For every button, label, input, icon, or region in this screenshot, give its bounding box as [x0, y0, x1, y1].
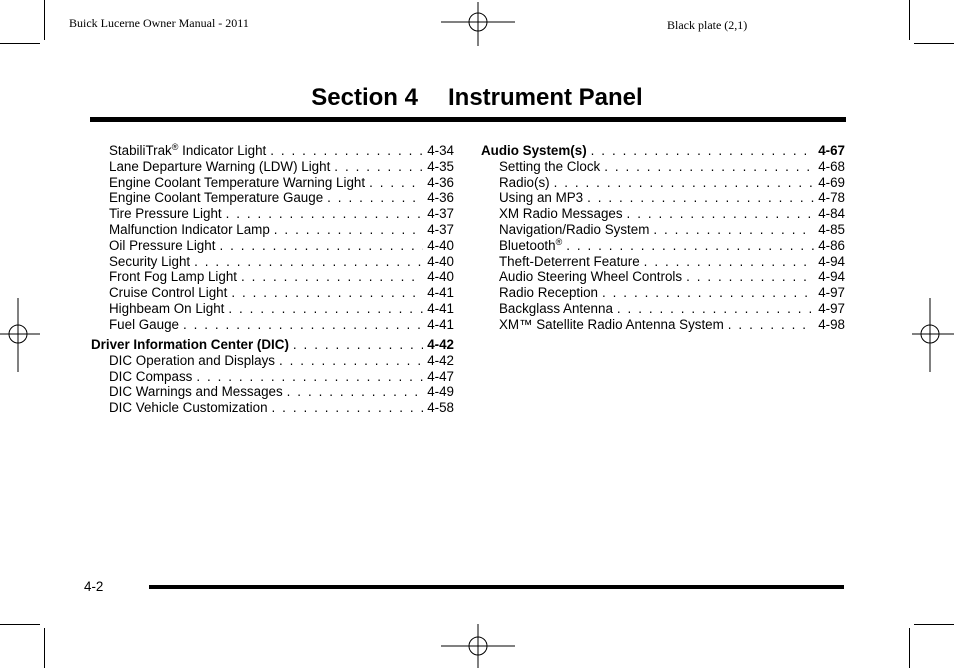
toc-right-column [481, 143, 845, 333]
toc-entry-label: Front Fog Lamp Light [109, 269, 238, 285]
toc-entry[interactable] [91, 206, 454, 222]
toc-entry-label: XM™ Satellite Radio Antenna System [499, 316, 724, 332]
toc-entry-page: 4-34 [427, 143, 454, 158]
toc-leader-dots [196, 369, 423, 385]
toc-leader-dots [653, 222, 814, 238]
toc-leader-dots [644, 254, 815, 270]
toc-entry-page: 4-40 [427, 269, 454, 285]
section-name: Instrument Panel [447, 84, 643, 111]
toc-entry-label: Audio System(s) [481, 143, 587, 158]
toc-entry-page: 4-86 [818, 237, 845, 253]
toc-entry[interactable] [481, 269, 845, 285]
toc-leader-dots [604, 159, 814, 175]
toc-entry-page: 4-94 [818, 269, 845, 285]
toc-entry-page: 4-84 [818, 206, 845, 222]
toc-entry-page: 4-78 [818, 190, 845, 206]
toc-entry-label: DIC Warnings and Messages [109, 384, 283, 400]
toc-entry-label: Security Light [109, 253, 191, 269]
toc-leader-dots [287, 384, 424, 400]
toc-entry-label: DIC Compass [109, 368, 193, 384]
registration-mark-icon [0, 298, 40, 372]
toc-entry[interactable] [91, 384, 454, 400]
toc-leader-dots [627, 206, 815, 222]
toc-leader-dots [279, 353, 423, 369]
toc-entry-page: 4-36 [427, 190, 454, 206]
toc-entry[interactable] [91, 317, 454, 333]
crop-mark [44, 0, 45, 40]
toc-leader-dots [270, 143, 423, 159]
toc-leader-dots [686, 269, 814, 285]
toc-leader-dots [327, 190, 423, 206]
toc-entry-label: XM Radio Messages [499, 206, 623, 222]
toc-leader-dots [591, 143, 815, 159]
toc-entry-label: Malfunction Indicator Lamp [109, 221, 270, 237]
toc-entry-page: 4-69 [818, 174, 845, 190]
toc-entry[interactable] [91, 238, 454, 254]
toc-entry-label: DIC Operation and Displays [109, 352, 275, 368]
toc-entry[interactable] [481, 285, 845, 301]
toc-entry-label: StabiliTrak® Indicator Light [109, 142, 267, 158]
toc-entry[interactable] [481, 238, 845, 254]
toc-leader-dots [226, 206, 424, 222]
registration-mark-icon [912, 298, 954, 372]
toc-entry[interactable] [481, 254, 845, 270]
registered-mark: ® [555, 236, 563, 247]
toc-entry-page: 4-37 [427, 221, 454, 237]
toc-leader-dots [272, 400, 424, 416]
toc-leader-dots [183, 317, 423, 333]
toc-leader-dots [228, 301, 423, 317]
toc-entry-label: Audio Steering Wheel Controls [499, 269, 683, 285]
toc-entry-label: Oil Pressure Light [109, 237, 216, 253]
toc-leader-dots [566, 238, 814, 254]
header-plate-label: Black plate (2,1) [667, 18, 748, 32]
toc-entry-page: 4-98 [818, 316, 845, 332]
toc-entry[interactable] [91, 254, 454, 270]
registered-mark: ® [171, 142, 179, 152]
crop-mark [909, 628, 910, 668]
toc-leader-dots [231, 285, 423, 301]
toc-entry[interactable] [91, 353, 454, 369]
toc-entry-page: 4-41 [427, 300, 454, 316]
registration-mark-icon [441, 624, 515, 668]
toc-entry-label: Fuel Gauge [109, 316, 179, 332]
toc-entry[interactable] [91, 369, 454, 385]
crop-mark [44, 628, 45, 668]
toc-leader-dots [554, 175, 815, 191]
toc-entry[interactable] [481, 175, 845, 191]
toc-entry-page: 4-85 [818, 221, 845, 237]
toc-entry-label: Engine Coolant Temperature Warning Light [109, 174, 366, 190]
toc-entry[interactable] [91, 285, 454, 301]
toc-entry-label: Theft-Deterrent Feature [499, 253, 640, 269]
title-rule [90, 117, 846, 122]
toc-entry-page: 4-58 [427, 400, 454, 416]
toc-leader-dots [241, 269, 423, 285]
toc-entry[interactable] [481, 301, 845, 317]
crop-mark [0, 624, 40, 625]
toc-entry[interactable] [91, 269, 454, 285]
section-title [0, 84, 954, 112]
footer-rule [149, 585, 844, 589]
registration-mark-icon [441, 2, 515, 46]
toc-leader-dots [334, 159, 423, 175]
toc-entry-label: Setting the Clock [499, 158, 601, 174]
toc-entry-page: 4-68 [818, 158, 845, 174]
toc-entry-label: Bluetooth® [499, 236, 563, 253]
toc-leader-dots [194, 254, 423, 270]
toc-entry[interactable] [91, 143, 454, 159]
toc-left-column [91, 143, 454, 416]
toc-entry-page: 4-97 [818, 300, 845, 316]
header-manual-title: Buick Lucerne Owner Manual - 2011 [69, 16, 249, 30]
toc-entry[interactable] [91, 400, 454, 416]
toc-entry-page: 4-37 [427, 206, 454, 222]
toc-entry[interactable] [481, 206, 845, 222]
toc-entry-page: 4-49 [427, 384, 454, 400]
toc-leader-dots [219, 238, 423, 254]
toc-entry[interactable] [481, 143, 845, 159]
toc-entry-page: 4-94 [818, 253, 845, 269]
toc-entry-label: Engine Coolant Temperature Gauge [109, 190, 324, 206]
toc-entry[interactable] [91, 159, 454, 175]
crop-mark [0, 43, 40, 44]
toc-entry-label: Driver Information Center (DIC) [91, 337, 289, 353]
toc-entry[interactable] [91, 301, 454, 317]
toc-entry-page: 4-67 [818, 143, 845, 158]
toc-leader-dots [617, 301, 814, 317]
toc-entry-page: 4-42 [427, 352, 454, 368]
toc-entry-page: 4-35 [427, 158, 454, 174]
toc-entry-label: DIC Vehicle Customization [109, 400, 268, 416]
toc-entry[interactable] [481, 190, 845, 206]
toc-entry-label: Backglass Antenna [499, 300, 613, 316]
toc-entry-label: Radio Reception [499, 285, 599, 301]
toc-entry-label: Navigation/Radio System [499, 221, 650, 237]
toc-entry[interactable] [91, 175, 454, 191]
toc-leader-dots [728, 317, 814, 333]
toc-entry-page: 4-47 [427, 368, 454, 384]
toc-entry-page: 4-36 [427, 174, 454, 190]
toc-entry-label: Tire Pressure Light [109, 206, 222, 222]
toc-entry-page: 4-40 [427, 253, 454, 269]
toc-entry-label: Lane Departure Warning (LDW) Light [109, 158, 331, 174]
crop-mark [909, 0, 910, 40]
toc-entry-label: Radio(s) [499, 174, 550, 190]
toc-entry[interactable] [91, 190, 454, 206]
crop-mark [914, 624, 954, 625]
toc-leader-dots [369, 175, 423, 191]
toc-entry[interactable] [481, 222, 845, 238]
toc-entry-label: Using an MP3 [499, 190, 584, 206]
toc-entry-page: 4-97 [818, 285, 845, 301]
toc-entry[interactable] [481, 159, 845, 175]
toc-leader-dots [293, 337, 423, 353]
toc-entry[interactable] [91, 337, 454, 353]
toc-leader-dots [274, 222, 423, 238]
toc-entry-label: Cruise Control Light [109, 285, 228, 301]
toc-entry-page: 4-41 [427, 285, 454, 301]
toc-entry[interactable] [91, 222, 454, 238]
toc-entry-page: 4-40 [427, 237, 454, 253]
crop-mark [914, 43, 954, 44]
toc-leader-dots [587, 190, 814, 206]
toc-leader-dots [602, 285, 814, 301]
toc-entry-page: 4-42 [427, 337, 454, 353]
toc-entry[interactable] [481, 317, 845, 333]
section-number: Section 4 [311, 84, 418, 111]
toc-entry-label: Highbeam On Light [109, 300, 225, 316]
toc-entry-page: 4-41 [427, 316, 454, 332]
page-number: 4-2 [84, 579, 104, 594]
